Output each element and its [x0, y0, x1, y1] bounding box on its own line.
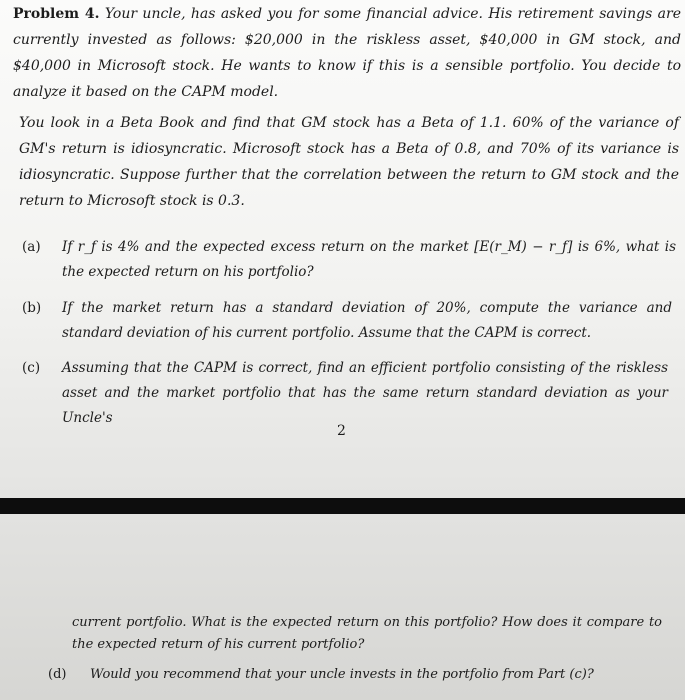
- part-c-label: (c): [22, 360, 41, 376]
- part-b: [22, 296, 672, 346]
- problem-intro: [13, 1, 681, 105]
- part-a: [22, 235, 676, 285]
- part-c: [22, 356, 668, 431]
- part-d-label: (d): [48, 667, 67, 682]
- part-a-label: (a): [22, 239, 41, 255]
- page-divider: [0, 498, 685, 514]
- part-c-continuation: current portfolio. What is the expected return on this portfolio? How does it compare to the expected return of his current portfolio?: [72, 615, 662, 652]
- problem-title: Problem 4.: [13, 6, 100, 22]
- problem-intro-text: Your uncle, has asked you for some financial advice. His retirement savings are currently invested as follows: $20,000 in the riskless asset, $40,000 in GM stock, and $40,000 in Microsoft stock. He wants to know if this is a sensible portfolio. You decide to analyze it based on the CAPM model.: [13, 6, 682, 100]
- part-d-text: Would you recommend that your uncle invests in the portfolio from Part (c)?: [90, 667, 594, 682]
- part-a-text: If r_f is 4% and the expected excess return on the market [E(r_M) − r_f] is 6%, what is the expected return on his portfolio?: [62, 239, 676, 280]
- part-b-label: (b): [22, 300, 42, 316]
- beta-info-paragraph: You look in a Beta Book and find that GM stock has a Beta of 1.1. 60% of the variance of GM's return is idiosyncratic. Microsoft stock has a Beta of 0.8, and 70% of its variance is idiosyncratic. Suppose further that the correlation between the return to GM stock and the return to Microsoft stock is 0.3.: [19, 115, 679, 209]
- part-d: [48, 663, 650, 687]
- part-b-text: If the market return has a standard deviation of 20%, compute the variance and standard deviation of his current portfolio. Assume that the CAPM is correct.: [62, 300, 672, 341]
- page-number: 2: [337, 423, 346, 439]
- part-c-text: Assuming that the CAPM is correct, find an efficient portfolio consisting of the riskless asset and the market portfolio that has the same return standard deviation as your Uncle's: [62, 360, 668, 426]
